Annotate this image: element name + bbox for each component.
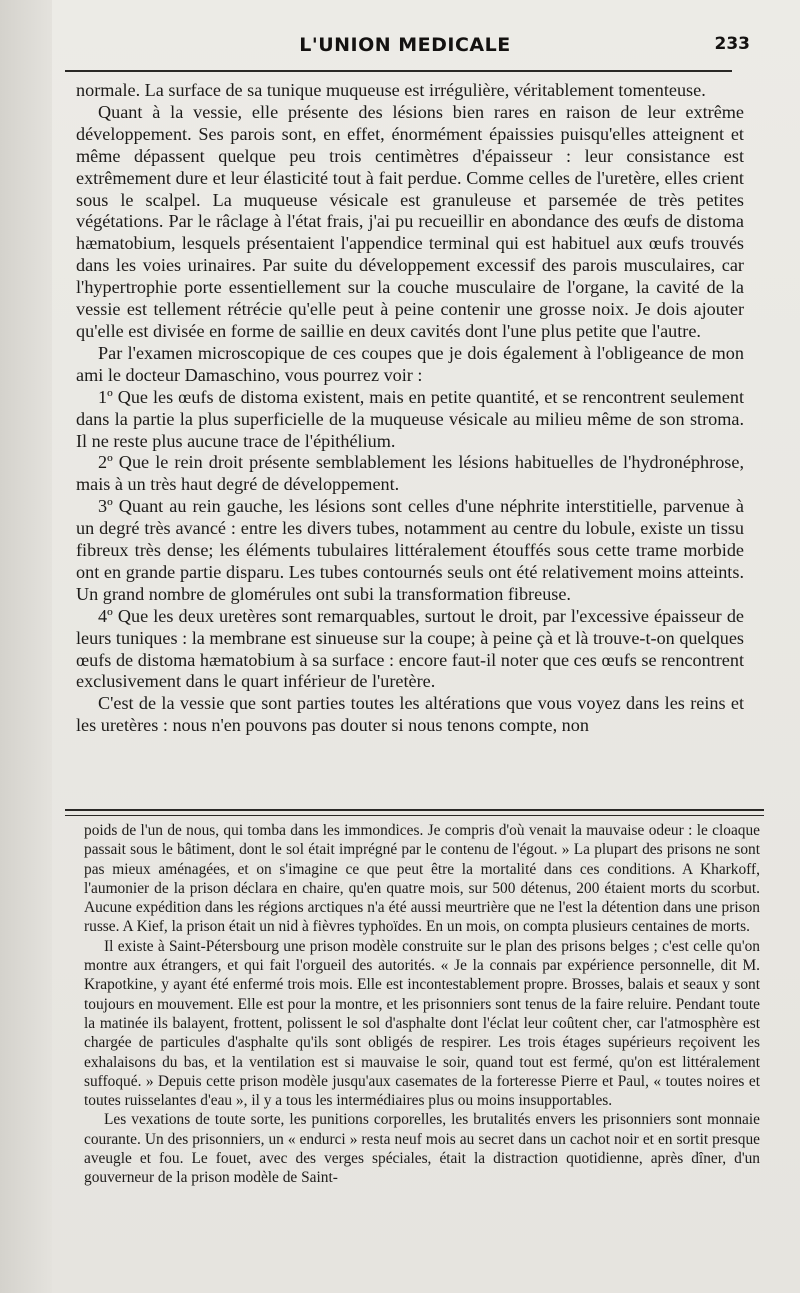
page-number: 233 (714, 34, 750, 54)
footnote-separator (65, 809, 764, 816)
main-text (76, 80, 744, 737)
list-item-2: 2º Que le rein droit présente semblablement les lésions habituelles de l'hydronéphrose, mais à un très haut degré de développement. (76, 452, 744, 495)
paragraph: C'est de la vessie que sont parties toutes les altérations que vous voyez dans les reins et les uretères : nous n'en pouvons pas douter si nous tenons compte, non (76, 693, 744, 736)
list-item-3: 3º Quant au rein gauche, les lésions sont celles d'une néphrite interstitielle, parvenue à un degré très avancé : entre les divers tubes, notamment au centre du lobule, existe un tissu fibreux très dense; les éléments tubulaires littéralement étouffés sous cette trame morbide ont en grande partie disparu. Les tubes contournés seuls ont été relativement moins atteints. Un grand nombre de glomérules ont subi la transformation fibreuse. (76, 496, 744, 604)
paragraph: Quant à la vessie, elle présente des lésions bien rares en raison de leur extrême développement. Ses parois sont, en effet, énormément épaissies puisqu'elles atteignent et même dépassent quelque peu trois centimètres d'épaisseur : leur consistance est extrêmement dure et leur élasticité tout à fait perdue. Comme celles de l'uretère, elles crient sous le scalpel. La muqueuse vésicale est granuleuse et parsemée de très petites végétations. Par le râclage à l'état frais, j'ai pu recueillir en abondance des œufs de distoma hæmatobium, lesquels présentaient l'appendice terminal qui est habituel aux œufs trouvés dans les voies urinaires. Par suite du développement excessif des parois musculaires, car l'hypertrophie porte essentiellement sur la couche musculaire de l'organe, la cavité de la vessie est tellement rétrécie qu'elle peut à peine contenir une grosse noix. Je dois ajouter qu'elle est divisée en forme de saillie en deux cavités dont l'une plus petite que l'autre. (76, 101, 744, 341)
page-header (60, 30, 750, 62)
list-item-4: 4º Que les deux uretères sont remarquables, surtout le droit, par l'excessive épaisseur de leurs tuniques : la membrane est sinueuse sur la coupe; à peine çà et là trouve-t-on quelques œufs de distoma hæmatobium à sa surface : encore faut-il noter que ces œufs se rencontrent exclusivement dans le quart inférieur de l'uretère. (76, 605, 744, 692)
footnote-paragraph: Il existe à Saint-Pétersbourg une prison modèle construite sur le plan des prisons belges ; c'est celle qu'on montre aux étrangers, et qui fait l'orgueil des autorités. « Je la connais par expérience personnelle, dit M. Krapotkine, y ayant été enfermé trois mois. Elle est incontestablement propre. Brosses, balais et seaux y sont toujours en mouvement. Elle est pour la montre, et les prisonniers sont tenus de la faire reluire. Pendant toute la matinée ils balayent, frottent, polissent le sol d'asphalte dont l'éclat leur coûtent cher, car l'atmosphère est chargée de particules d'asphalte qu'ils sont obligés de respirer. Les trois étages supérieurs reçoivent les exhalaisons du bas, et la ventilation est si mauvaise le soir, quand tout est fermé, qu'on est littéralement suffoqué. » Depuis cette prison modèle jusqu'aux casemates de la forteresse Pierre et Paul, « toutes noires et toutes ruisselantes d'eau », il y a tous les intermédiaires plus ou moins insupportables. (84, 937, 760, 1110)
paragraph: normale. La surface de sa tunique muqueuse est irrégulière, véritablement tomenteuse. (76, 80, 706, 100)
footnote (84, 821, 760, 1188)
footnote-paragraph: poids de l'un de nous, qui tomba dans les immondices. Je compris d'où venait la mauvaise odeur : le cloaque passait sous le bâtiment, dont le sol était imprégné par le contenu de l'égout. » La plupart des prisons ne sont pas mieux aménagées, et on s'imagine ce que peut être la mortalité dans ces conditions. A Kharkoff, l'aumonier de la prison déclara en chaire, qu'en quatre mois, sur 500 détenus, 200 étaient morts du scorbut. Aucune expédition dans les régions arctiques n'a été aussi meurtrière que ne l'est la détention dans une prison russe. A Kief, la prison était un nid à fièvres typhoïdes. En un mois, on compta plusieurs centaines de morts. (84, 822, 760, 936)
list-item-1: 1º Que les œufs de distoma existent, mais en petite quantité, et se rencontrent seulement dans la partie la plus superficielle de la muqueuse vésicale au milieu même de son stroma. Il ne reste plus aucune trace de l'épithélium. (76, 386, 744, 451)
running-title: L'UNION MEDICALE (299, 34, 511, 56)
paragraph: Par l'examen microscopique de ces coupes que je dois également à l'obligeance de mon ami le docteur Damaschino, vous pourrez voir : (76, 342, 744, 385)
footnote-paragraph: Les vexations de toute sorte, les punitions corporelles, les brutalités envers les prisonniers sont monnaie courante. Un des prisonniers, un « endurci » resta neuf mois au secret dans un cachot noir et en sortit presque aveugle et fou. Le fouet, avec des verges spéciales, était la distraction quotidienne, après dîner, d'un gouverneur de la prison modèle de Saint- (84, 1111, 760, 1187)
header-rule (65, 70, 732, 72)
